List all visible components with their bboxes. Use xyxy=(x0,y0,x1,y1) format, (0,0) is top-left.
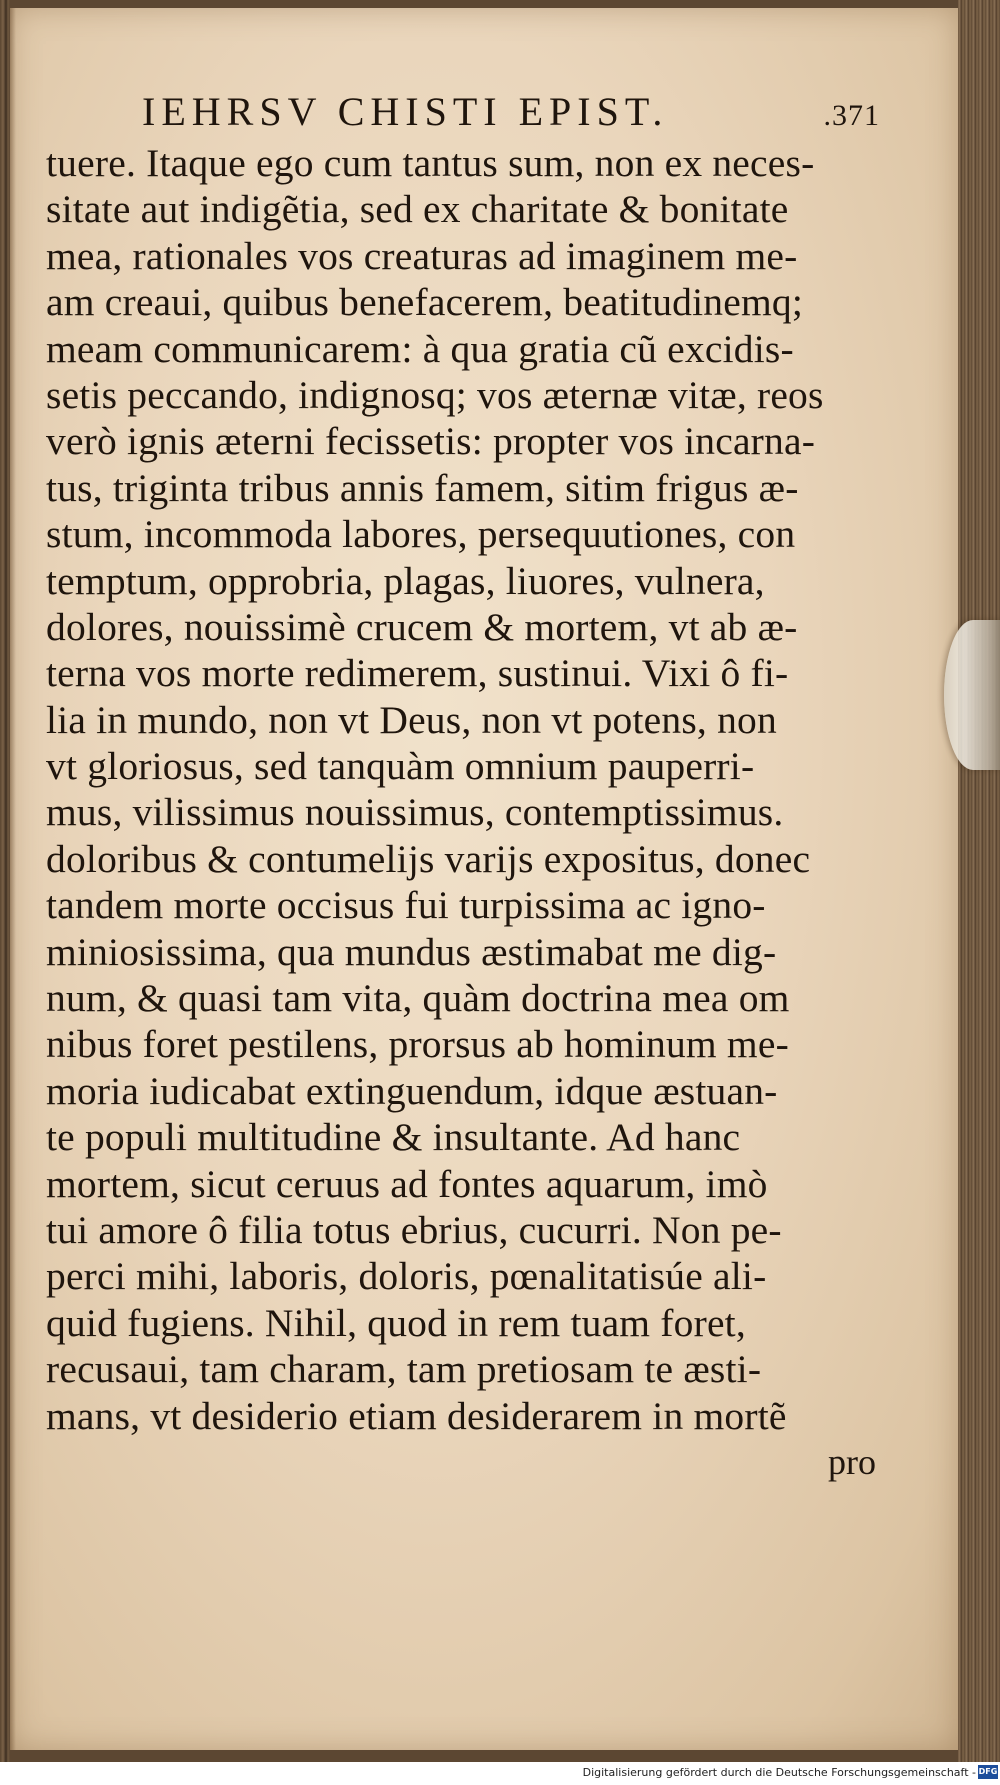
text-line: am creaui, quibus benefacerem, beatitudinemq; xyxy=(46,280,803,325)
text-line: recusaui, tam charam, tam pretiosam te æsti- xyxy=(46,1347,762,1392)
text-line: doloribus & contumelijs varijs expositus, donec xyxy=(46,836,811,881)
text-line: vt gloriosus, sed tanquàm omnium pauperri- xyxy=(46,744,755,789)
text-line: meam communicarem: à qua gratia cũ excidis- xyxy=(46,326,794,371)
text-line: terna vos morte redimerem, sustinui. Vixi ô fi- xyxy=(46,651,789,696)
text-line: tui amore ô filia totus ebrius, cucurri. Non pe- xyxy=(46,1207,782,1252)
text-line: num, & quasi tam vita, quàm doctrina mea om xyxy=(46,976,790,1021)
page-number: .371 xyxy=(823,99,880,132)
text-line: tuere. Itaque ego cum tantus sum, non ex neces- xyxy=(46,141,815,185)
text-line: quid fugiens. Nihil, quod in rem tuam foret, xyxy=(46,1300,746,1345)
text-line: tandem morte occisus fui turpissima ac igno- xyxy=(46,883,766,928)
text-line: mus, vilissimus nouissimus, contemptissimus. xyxy=(46,790,784,835)
funding-credit: Digitalisierung gefördert durch die Deutsche Forschungsgemeinschaft - xyxy=(582,1766,976,1779)
text-line: miniosissima, qua mundus æstimabat me dig- xyxy=(46,929,777,974)
text-line: tus, triginta tribus annis famem, sitim frigus æ- xyxy=(46,465,799,510)
catchword: pro xyxy=(828,1441,876,1482)
running-head: IEHRSV CHISTI EPIST. xyxy=(142,89,669,134)
text-line: dolores, nouissimè crucem & mortem, vt ab æ- xyxy=(46,604,798,649)
text-line: sitate aut indigẽtia, sed ex charitate & bonitate xyxy=(46,187,789,232)
page-header xyxy=(46,88,888,140)
text-line: stum, incommoda labores, persequutiones, con xyxy=(46,512,796,557)
page-text-block xyxy=(46,88,888,1485)
text-line: perci mihi, laboris, doloris, pœnalitatisúe ali- xyxy=(46,1254,767,1299)
text-line: mans, vt desiderio etiam desiderarem in mortẽ xyxy=(46,1393,787,1438)
text-line: lia in mundo, non vt Deus, non vt potens, non xyxy=(46,697,777,742)
text-line: mortem, sicut ceruus ad fontes aquarum, imò xyxy=(46,1161,768,1206)
text-line: setis peccando, indignosq; vos æternæ vitæ, reos xyxy=(46,372,824,417)
text-line: nibus foret pestilens, prorsus ab hominum me- xyxy=(46,1022,789,1067)
text-line: mea, rationales vos creaturas ad imaginem me- xyxy=(46,233,798,278)
dfg-logo-icon: DFG xyxy=(978,1765,998,1779)
text-line: moria iudicabat extinguendum, idque æstuan- xyxy=(46,1068,778,1113)
digitization-footer xyxy=(0,1762,1000,1785)
text-line: verò ignis æterni fecissetis: propter vos incarna- xyxy=(46,419,816,464)
book-fore-edge xyxy=(958,0,1000,1762)
text-line: temptum, opprobria, plagas, liuores, vulnera, xyxy=(46,558,765,603)
page-clip xyxy=(944,620,1000,770)
text-line: te populi multitudine & insultante. Ad hanc xyxy=(46,1115,741,1160)
book-page xyxy=(10,8,958,1750)
